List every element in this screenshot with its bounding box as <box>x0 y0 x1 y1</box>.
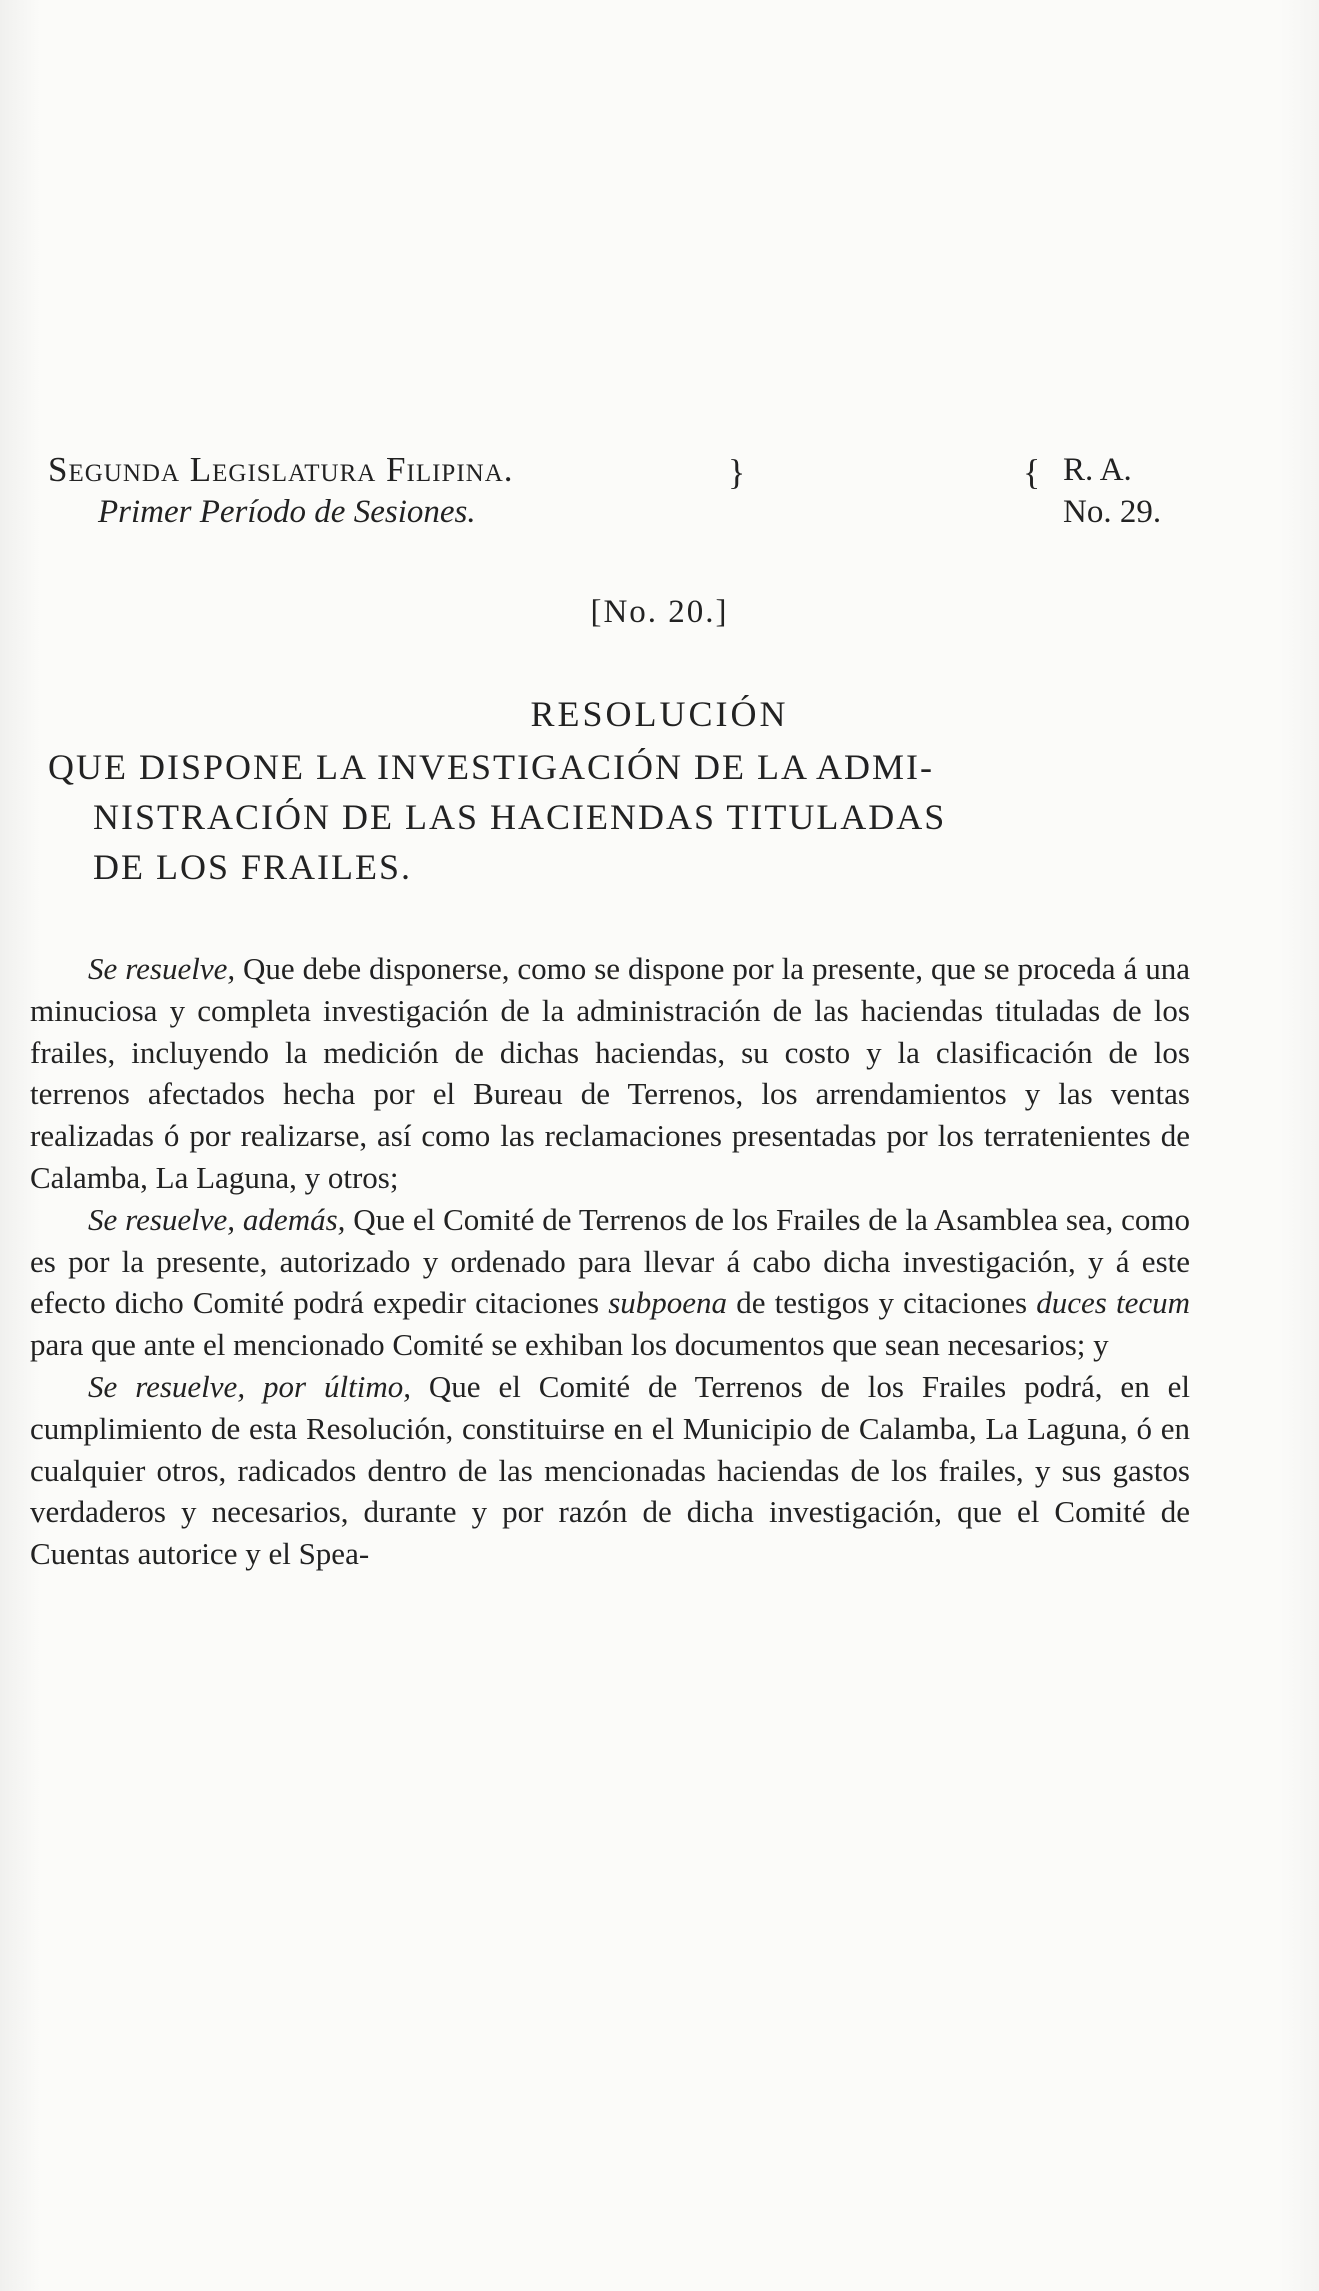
resolution-title <box>48 742 1188 892</box>
paragraph-text: Que el Comité de Terrenos de los Frailes podrá, en el cumplimiento de esta Resolución, constituirse en el Municipio de Calamba, La Laguna, ó en cualquier otros, radicados dentro de las mencionadas haciendas de los frailes, y sus gastos verdaderos y necesarios, durante y por razón de dicha investigación, que el Comité de Cuentas autorice y el Spea- <box>30 1368 1191 1572</box>
paragraph-lead: Se resuelve, por último, <box>88 1368 411 1404</box>
document-header <box>48 448 1188 538</box>
title-line: DE LOS FRAILES. <box>93 847 413 887</box>
paragraph <box>30 948 1190 1199</box>
paragraph-lead: Se resuelve, además, <box>88 1201 346 1237</box>
right-brace-glyph: { <box>1023 452 1041 492</box>
left-brace-glyph: } <box>728 452 746 492</box>
paragraph-text: Que el Comité de Terrenos de los Frailes de la Asamblea sea, como es por la presente, autorizado y ordenado para llevar á cabo dicha investigación, y á este efecto dicho Comité podrá expedir citaciones <box>30 1201 1190 1321</box>
resolution-number: [No. 20.] <box>590 594 729 630</box>
legislature-block <box>48 448 748 532</box>
paragraph-lead: Se resuelve, <box>88 951 236 986</box>
paragraph-text: de testigos y citaciones <box>727 1285 1037 1321</box>
latin-term: subpoena <box>608 1285 728 1321</box>
paragraph-text: Que debe disponerse, como se dispone por la presente, que se proceda á una minuciosa y completa investigación de la administración de las haciendas tituladas de los frailes, incluyendo la medición de dichas haciendas, su costo y la clasificación de los terrenos afectados hecha por el Bureau de Terrenos, los arrendamientos y las ventas realizadas ó por realizarse, así como las reclamaciones presentadas por los terratenientes de Calamba, La Laguna, y otros; <box>30 951 1190 1195</box>
reference-number: No. 29. <box>1063 494 1162 530</box>
title-line: NISTRACIÓN DE LAS HACIENDAS TITULADAS <box>93 797 947 837</box>
title-line: QUE DISPONE LA INVESTIGACIÓN DE LA ADMI- <box>48 747 934 787</box>
latin-term: duces tecum <box>1036 1285 1190 1321</box>
reference-series: R. A. <box>1063 452 1132 488</box>
resolution-heading: RESOLUCIÓN <box>530 694 789 734</box>
paragraph-text: para que ante el mencionado Comité se exhiban los documentos que sean necesarios; y <box>30 1327 1109 1363</box>
session-title: Primer Período de Sesiones. <box>98 494 476 530</box>
paragraph <box>30 1199 1190 1366</box>
paragraph <box>30 1366 1190 1575</box>
legislature-title: Segunda Legislatura Filipina. <box>48 450 514 489</box>
resolution-body <box>30 948 1190 1575</box>
